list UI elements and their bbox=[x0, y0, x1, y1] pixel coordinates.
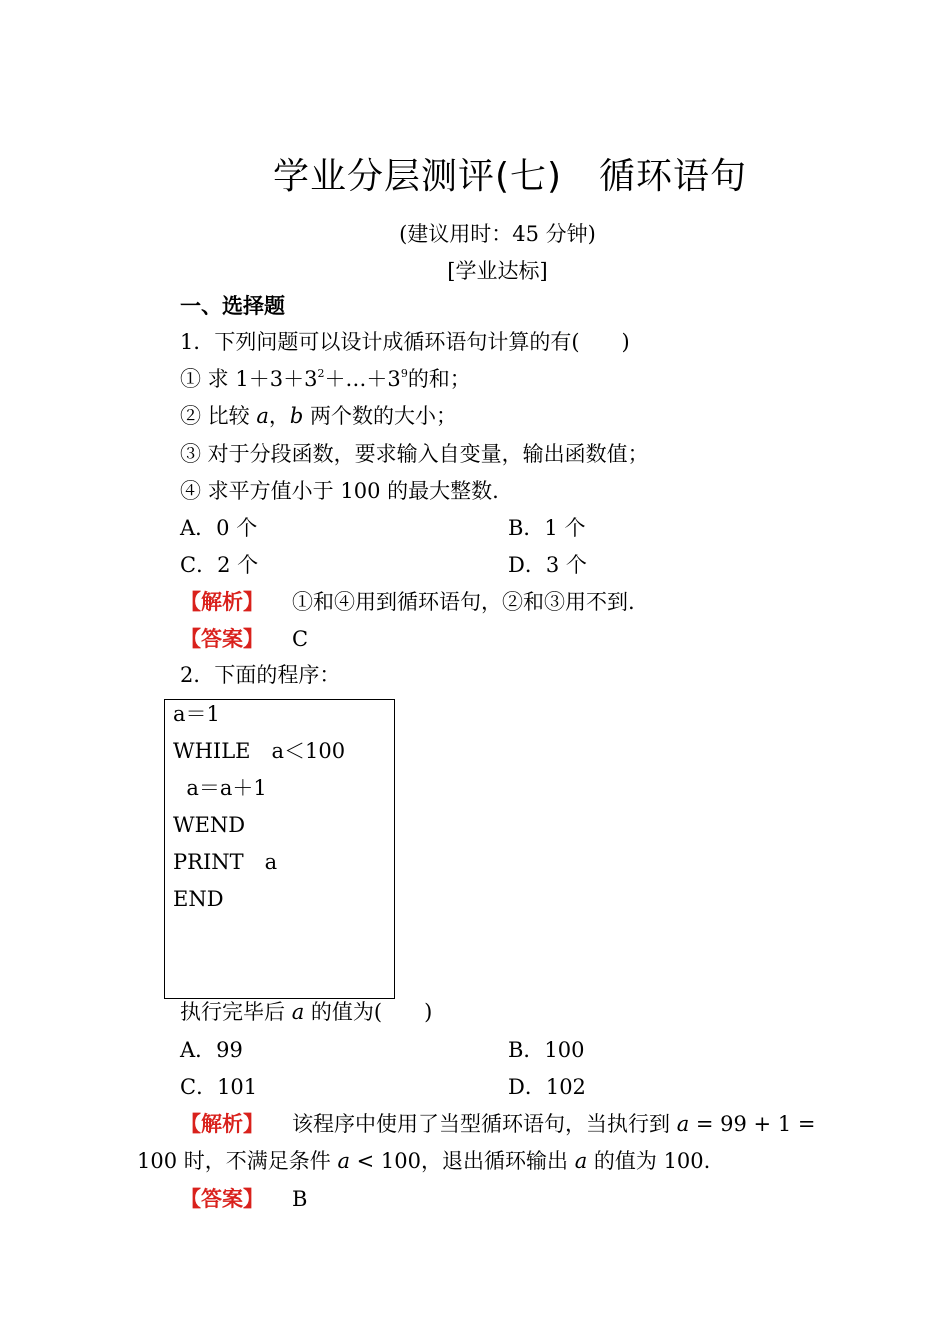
q1-item-1: ① 求 $1+3+3^2+\dots+3^9$的和； bbox=[180, 367, 471, 391]
q1-answer: 【答案】 C bbox=[180, 627, 309, 651]
analysis-label: 【解析】 bbox=[180, 1112, 264, 1136]
q2-question: 执行完毕后 a 的值为( ) bbox=[180, 1000, 433, 1024]
section-tag: [学业达标] bbox=[447, 259, 548, 283]
q2-option-a: A．99 bbox=[180, 1038, 243, 1062]
q1-option-d: D．3 个 bbox=[508, 553, 587, 577]
code-line: WHILE a＜100 bbox=[173, 739, 346, 763]
page-title: 学业分层测评(七) 循环语句 bbox=[272, 156, 748, 197]
code-line: a＝a＋1 bbox=[173, 776, 267, 800]
q1-option-c: C．2 个 bbox=[180, 553, 259, 577]
q1-option-b: B．1 个 bbox=[508, 516, 586, 540]
q2-answer: 【答案】 B bbox=[180, 1187, 308, 1211]
code-line: END bbox=[173, 887, 224, 911]
q1-option-a: A．0 个 bbox=[180, 516, 258, 540]
code-line: WEND bbox=[173, 813, 246, 837]
q2-analysis: 【解析】 该程序中使用了当型循环语句，当执行到 a = 99 + 1 = bbox=[180, 1112, 816, 1136]
q1-stem: 1．下列问题可以设计成循环语句计算的有( ) bbox=[180, 330, 630, 354]
answer-label: 【答案】 bbox=[180, 627, 264, 651]
q2-option-b: B．100 bbox=[508, 1038, 585, 1062]
analysis-label: 【解析】 bbox=[180, 590, 264, 614]
section-heading: 一、选择题 bbox=[180, 294, 285, 318]
code-line: a＝1 bbox=[173, 702, 220, 726]
code-line: PRINT a bbox=[173, 850, 278, 874]
q1-item-4: ④ 求平方值小于 100 的最大整数. bbox=[180, 479, 499, 503]
q1-item-2: ② 比较 a，b 两个数的大小； bbox=[180, 404, 458, 428]
q2-option-d: D．102 bbox=[508, 1075, 586, 1099]
time-note: (建议用时：45 分钟) bbox=[399, 222, 596, 246]
q1-item-3: ③ 对于分段函数，要求输入自变量，输出函数值； bbox=[180, 442, 649, 466]
answer-label: 【答案】 bbox=[180, 1187, 264, 1211]
q2-analysis-cont: 100 时，不满足条件 a < 100，退出循环输出 a 的值为 100. bbox=[137, 1149, 711, 1173]
q2-option-c: C．101 bbox=[180, 1075, 258, 1099]
q1-analysis: 【解析】 ①和④用到循环语句，②和③用不到. bbox=[180, 590, 635, 614]
q2-stem: 2．下面的程序： bbox=[180, 663, 341, 687]
